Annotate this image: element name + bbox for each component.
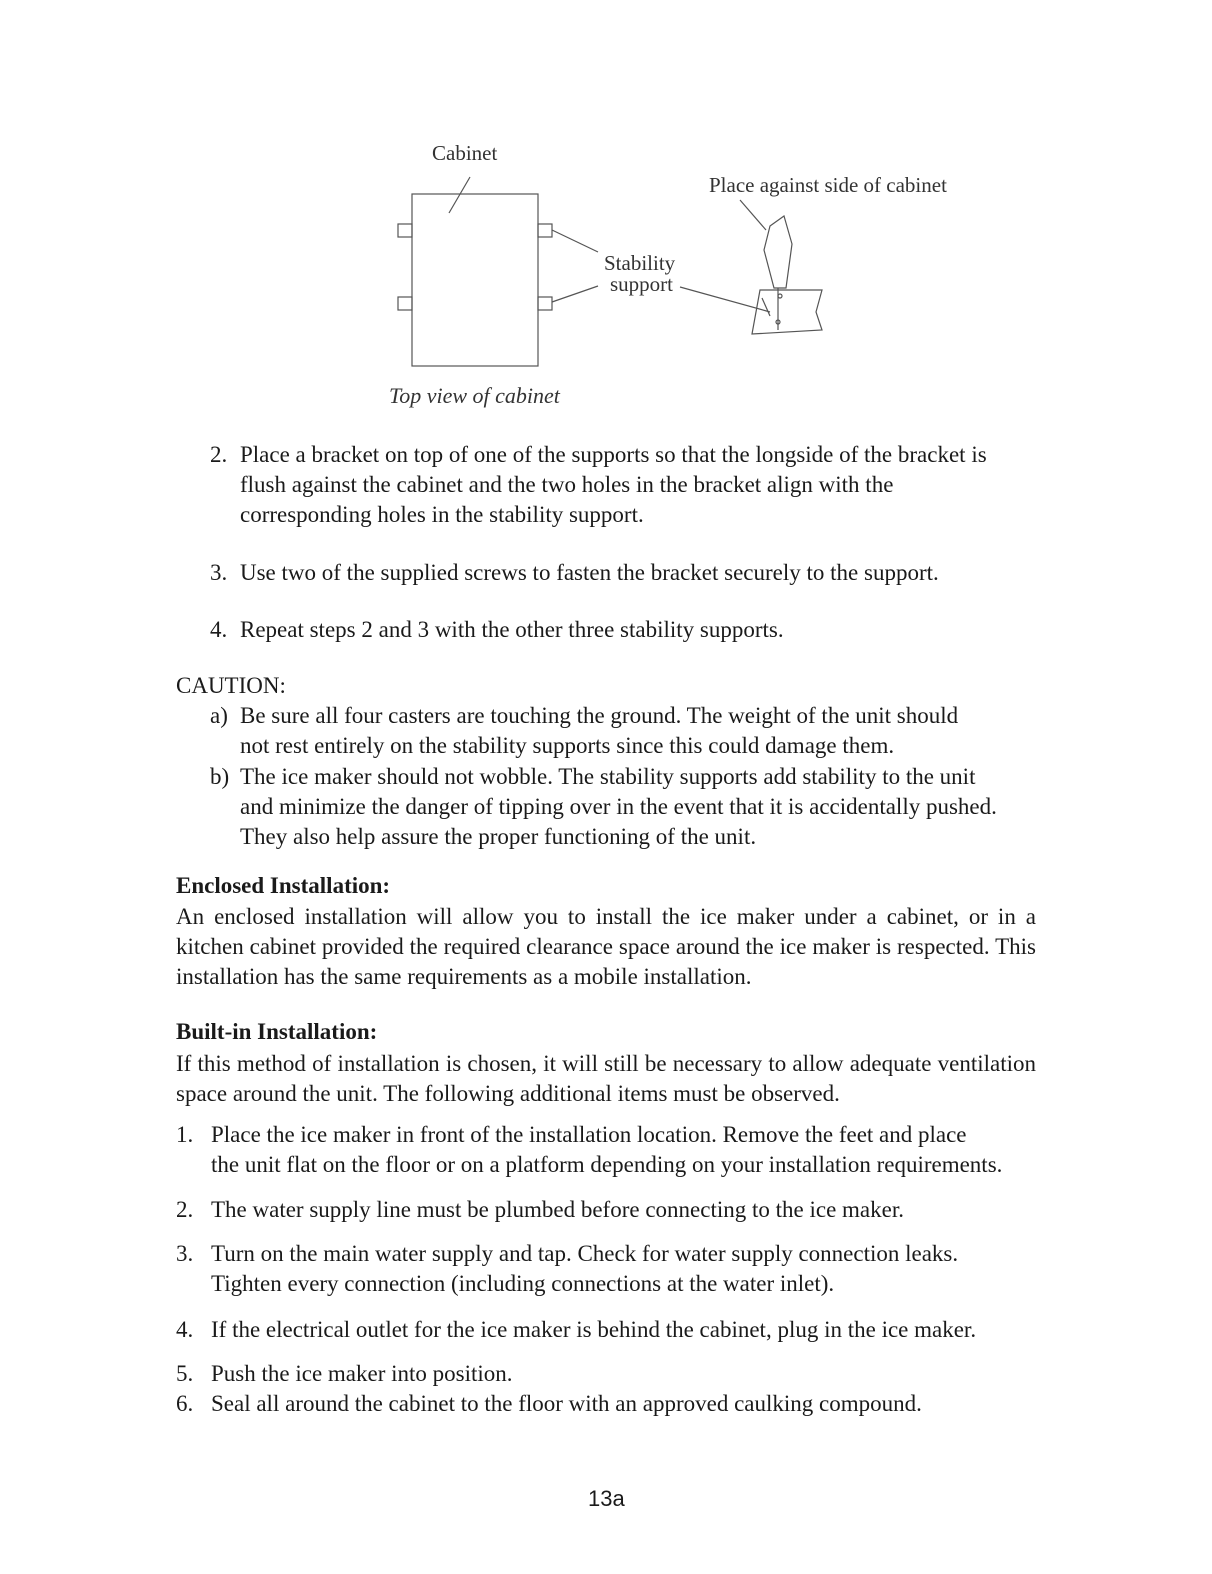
enclosed-paragraph: An enclosed installation will allow you to install the ice maker under a cabinet, or in a kitchen cabinet provided the required clearance space around the ice maker is respected. This installation has the same requirements as a mobile installation. xyxy=(176,904,1036,989)
cabinet-outline xyxy=(412,194,538,366)
step-line: Use two of the supplied screws to fasten the bracket securely to the support. xyxy=(240,560,939,585)
stability-label: Stability xyxy=(604,251,676,275)
builtin-step-number: 4. xyxy=(176,1317,194,1342)
builtin-step-line: Tighten every connection (including connections at the water inlet). xyxy=(211,1271,835,1296)
builtin-step-line: Seal all around the cabinet to the floor with an approved caulking compound. xyxy=(211,1391,922,1416)
step-line: corresponding holes in the stability support. xyxy=(240,502,644,527)
enclosed-heading: Enclosed Installation: xyxy=(176,873,391,898)
support-label: support xyxy=(610,272,673,296)
diagram-caption: Top view of cabinet xyxy=(389,383,560,408)
cabinet-diagram xyxy=(0,0,1212,420)
builtin-step-line: Turn on the main water supply and tap. Check for water supply connection leaks. xyxy=(211,1241,959,1266)
step-line: flush against the cabinet and the two holes in the bracket align with the xyxy=(240,472,894,497)
caution-line: Be sure all four casters are touching the ground. The weight of the unit should xyxy=(240,703,959,728)
builtin-step-line: Place the ice maker in front of the installation location. Remove the feet and place xyxy=(211,1122,967,1147)
step-item xyxy=(210,615,227,645)
place-against-label: Place against side of cabinet xyxy=(709,173,947,197)
caution-line: They also help assure the proper functioning of the unit. xyxy=(240,824,757,849)
builtin-step-number: 5. xyxy=(176,1361,194,1386)
builtin-step-number: 3. xyxy=(176,1241,194,1266)
step-number: 3. xyxy=(210,560,228,585)
step-item xyxy=(210,558,227,588)
builtin-step-number: 2. xyxy=(176,1197,194,1222)
step-number: 2. xyxy=(210,442,228,467)
step-line: Repeat steps 2 and 3 with the other three stability supports. xyxy=(240,617,784,642)
caution-line: not rest entirely on the stability supports since this could damage them. xyxy=(240,733,895,758)
page-number: 13a xyxy=(588,1486,625,1511)
builtin-heading: Built-in Installation: xyxy=(176,1019,378,1044)
builtin-step-line: If the electrical outlet for the ice maker is behind the cabinet, plug in the ice maker. xyxy=(211,1317,977,1342)
caution-title: CAUTION: xyxy=(176,673,286,698)
caution-line: and minimize the danger of tipping over in the event that it is accidentally pushed. xyxy=(240,794,997,819)
step-number: 4. xyxy=(210,617,228,642)
step-line: Place a bracket on top of one of the supports so that the longside of the bracket is xyxy=(240,442,987,467)
builtin-paragraph: If this method of installation is chosen, it will still be necessary to allow adequate ventilation space around the unit. The following additional items must be observed. xyxy=(176,1051,1036,1106)
builtin-step-line: the unit flat on the floor or on a platform depending on your installation requirements. xyxy=(211,1152,1003,1177)
caution-label: a) xyxy=(210,703,228,728)
caution-label: b) xyxy=(210,764,230,789)
builtin-step-line: The water supply line must be plumbed before connecting to the ice maker. xyxy=(211,1197,904,1222)
caution-line: The ice maker should not wobble. The stability supports add stability to the unit xyxy=(240,764,976,789)
builtin-step-number: 6. xyxy=(176,1391,194,1416)
builtin-step-line: Push the ice maker into position. xyxy=(211,1361,513,1386)
cabinet-diagram-drawing xyxy=(0,0,1212,420)
cabinet-label: Cabinet xyxy=(432,141,498,165)
builtin-step-number: 1. xyxy=(176,1122,194,1147)
